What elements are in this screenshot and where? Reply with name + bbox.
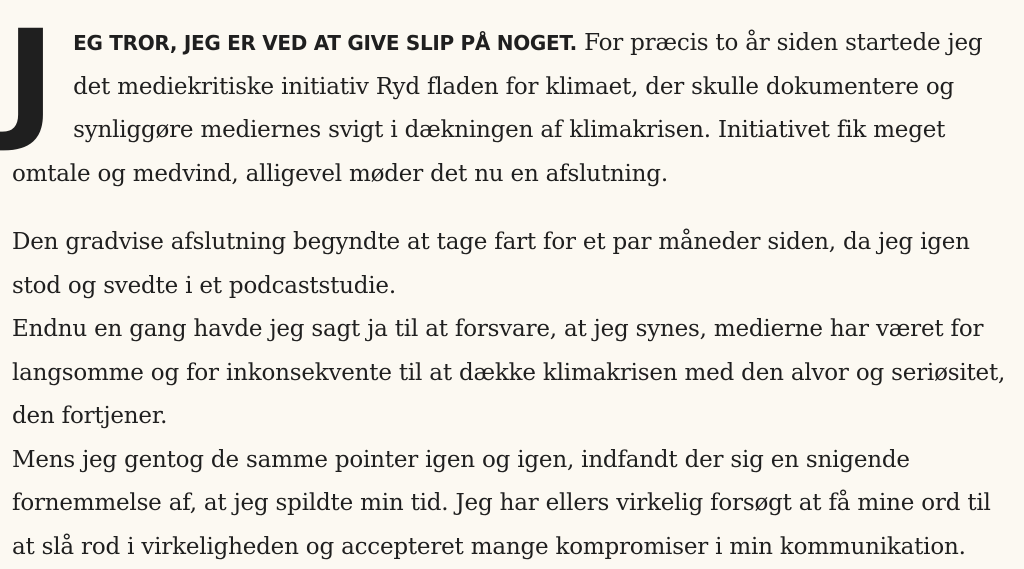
paragraph-3: Endnu en gang havde jeg sagt ja til at forsvare, at jeg synes, medierne har været for langsomme og for inkonsekvente til at dække klimakrisen med den alvor og seriøsitet, den fortjener. xyxy=(12,308,1018,439)
lead-in-text: EG TROR, JEG ER VED AT GIVE SLIP PÅ NOGET. xyxy=(73,31,577,55)
article-body xyxy=(12,22,1018,569)
drop-cap: J xyxy=(6,30,51,130)
intro-paragraph-text: For præcis to år siden startede jeg det mediekritiske initiativ Ryd fladen for klimaet, der skulle dokumentere og synliggøre mediernes svigt i dækningen af klimakrisen. Initiativet fik meget omtale og medvind, alligevel møder det nu en afslutning. xyxy=(12,30,982,187)
paragraph-2: Den gradvise afslutning begyndte at tage fart for et par måneder siden, da jeg igen stod og svedte i et podcaststudie. xyxy=(12,221,1018,308)
intro-paragraph xyxy=(12,22,1018,196)
paragraph-4: Mens jeg gentog de samme pointer igen og igen, indfandt der sig en snigende fornemmelse af, at jeg spildte min tid. Jeg har ellers virkelig forsøgt at få mine ord til at slå rod i virkeligheden og accepteret mange kompromiser i min kommunikation. xyxy=(12,439,1018,569)
